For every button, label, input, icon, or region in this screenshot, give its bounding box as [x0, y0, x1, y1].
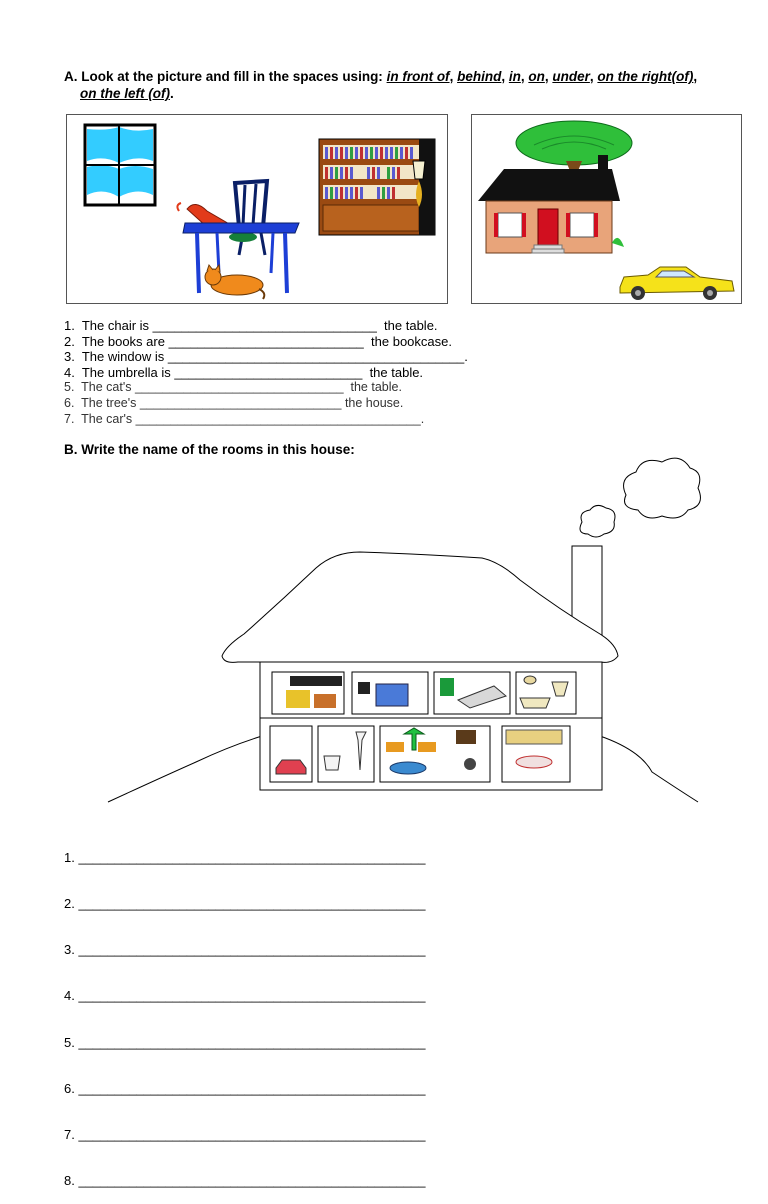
room-answer-row: 8. ________________________________________________ [64, 1173, 426, 1189]
house-picture [471, 114, 742, 304]
option-behind: behind [457, 69, 502, 84]
question-row: 1. The chair is _______________________________ the table. [64, 318, 438, 333]
room-picture [66, 114, 448, 304]
question-row: 3. The window is _________________________________________. [64, 349, 468, 365]
room-garage [270, 726, 312, 782]
answer-blank[interactable]: __________________________ [174, 364, 363, 380]
room-answer-row: 1. ________________________________________________ [64, 849, 426, 865]
section-a-intro: Look at the picture and fill in the spaces using: [81, 69, 383, 84]
section-a-heading: A. Look at the picture and fill in the spaces using: in front of, behind, in, on, under, on the right(of), on the left (of). [64, 69, 698, 101]
tree-image [516, 121, 632, 171]
roof [222, 552, 618, 662]
answer-blank[interactable]: ________________________________________________ [78, 942, 426, 958]
option-on-the-right: on the right(of) [597, 69, 694, 84]
option-on: on [528, 69, 545, 84]
bookcase-image [319, 139, 435, 235]
question-row: 2. The books are ___________________________ the bookcase. [64, 333, 452, 349]
room-kitchen [502, 726, 570, 782]
answer-blank[interactable]: ________________________________________________ [78, 1173, 426, 1189]
answer-blank[interactable]: _______________________________ [152, 318, 377, 333]
answer-blank[interactable]: ________________________________________________ [78, 1080, 426, 1096]
option-on-the-left: on the left (of) [80, 86, 170, 101]
room-answer-row: 3. ________________________________________________ [64, 942, 426, 958]
smoke-cloud-small [580, 505, 615, 537]
room-toilet [318, 726, 374, 782]
cat-image [205, 265, 264, 299]
room-answer-row: 2. ________________________________________________ [64, 896, 426, 912]
section-a-questions [64, 318, 468, 427]
answer-blank[interactable]: ________________________________________________ [78, 1127, 426, 1143]
answer-blank[interactable]: ________________________________________________ [78, 849, 426, 865]
question-row: 4. The umbrella is __________________________ the table. [64, 364, 424, 380]
room-answer-row: 5. ________________________________________________ [64, 1034, 426, 1050]
room-kids-bedroom [352, 672, 428, 714]
house-illustration [472, 115, 741, 303]
chair-image [229, 181, 267, 255]
room-family-room [380, 726, 490, 782]
section-b-answers [64, 819, 426, 1204]
section-a-label: A. [64, 69, 78, 84]
answer-blank[interactable]: ________________________________________________ [78, 988, 426, 1004]
answer-blank[interactable]: ________________________________________________ [78, 896, 426, 912]
section-b-title: Write the name of the rooms in this house: [81, 442, 355, 457]
room-answer-row: 7. ________________________________________________ [64, 1127, 426, 1143]
option-under: under [552, 69, 590, 84]
room-master-bedroom [434, 672, 510, 714]
option-in: in [508, 69, 521, 84]
answer-blank[interactable]: _________________________________________ [135, 411, 421, 426]
answer-blank[interactable]: ______________________________ [134, 380, 344, 395]
answer-blank[interactable]: ________________________________________________ [78, 1034, 426, 1050]
question-row: 7. The car's _________________________________________. [64, 411, 425, 426]
option-in-front-of: in front of [386, 69, 450, 84]
room-living [272, 672, 344, 714]
room-illustration [67, 115, 447, 303]
smoke-cloud-large [624, 458, 701, 518]
answer-blank[interactable]: _____________________________ [139, 395, 342, 410]
question-row: 6. The tree's _____________________________ the house. [64, 395, 404, 410]
room-answer-row: 4. ________________________________________________ [64, 988, 426, 1004]
car-image [620, 267, 734, 300]
window-image [85, 125, 155, 205]
question-row: 5. The cat's ______________________________ the table. [64, 380, 402, 395]
answer-blank[interactable]: ___________________________ [168, 333, 364, 349]
house-image [478, 155, 624, 253]
section-b-label: B. [64, 442, 78, 457]
house-rooms-drawing [0, 450, 768, 820]
room-bathroom-upstairs [516, 672, 576, 714]
answer-blank[interactable]: _________________________________________ [167, 349, 465, 365]
room-answer-row: 6. ________________________________________________ [64, 1080, 426, 1096]
